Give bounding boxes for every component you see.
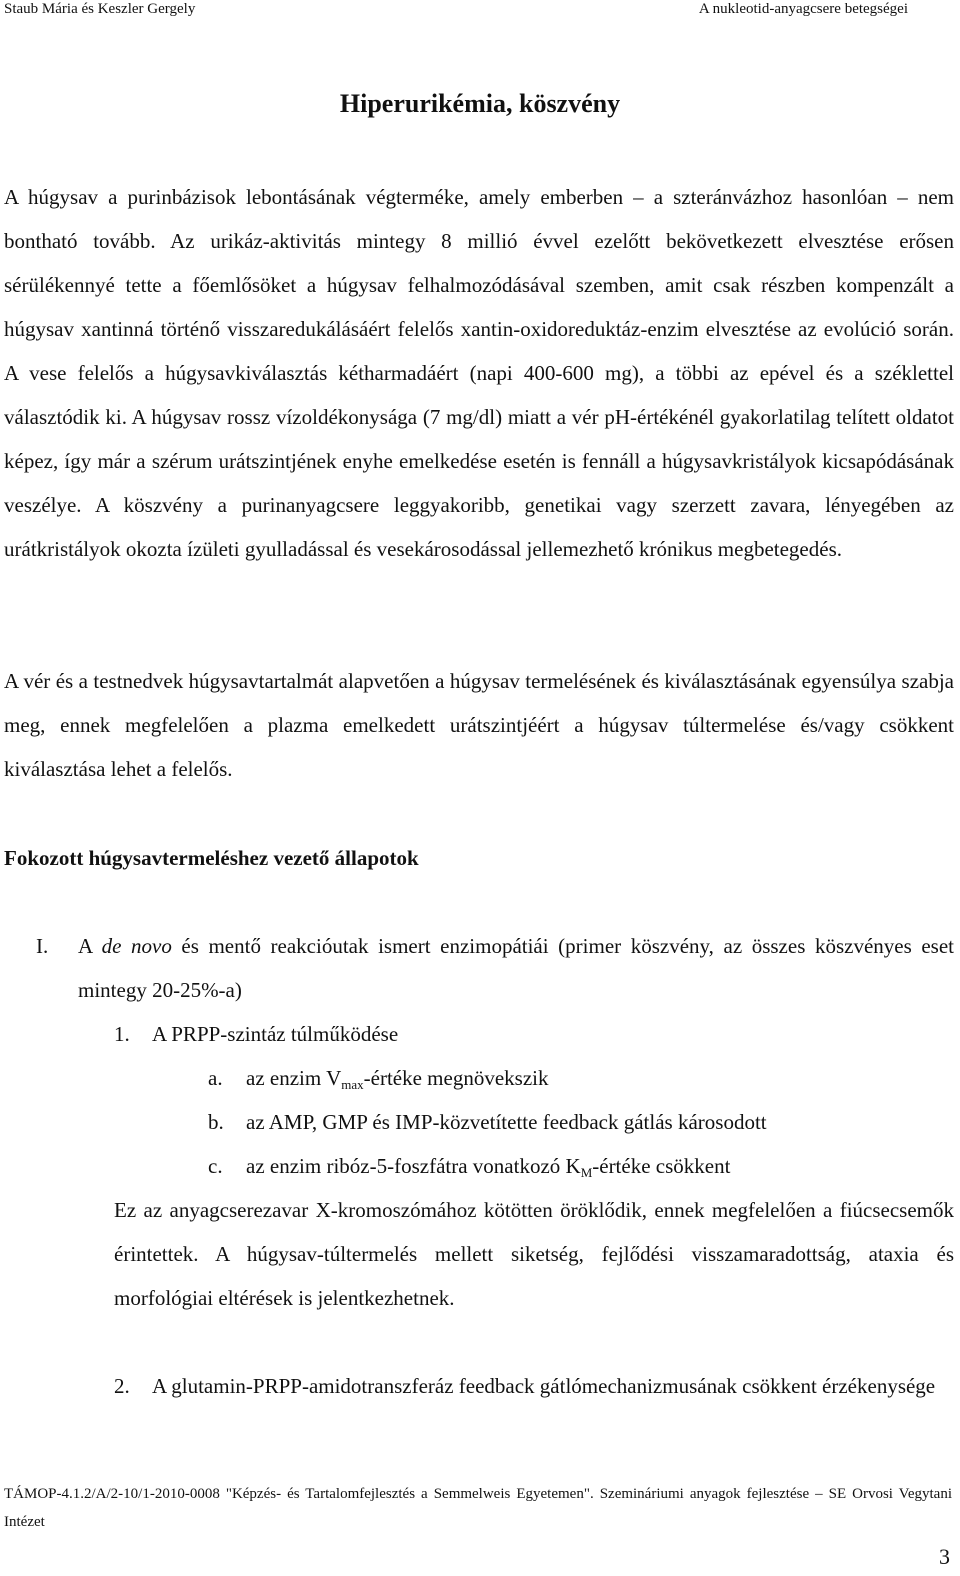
section-heading: Fokozott húgysavtermeléshez vezető állapotok	[4, 846, 419, 870]
header-chapter: A nukleotid-anyagcsere betegségei	[698, 1, 908, 17]
sub-item-c-letter: c.	[208, 1154, 223, 1178]
sub-item-a-letter: a.	[208, 1066, 223, 1090]
list-item-1-text: A PRPP-szintáz túlműködése	[152, 1022, 399, 1046]
footer: TÁMOP-4.1.2/A/2-10/1-2010-0008 "Képzés- és Tartalomfejlesztés a Semmelweis Egyetemen". Szemináriumi anyagok fejlesztése – SE Orvosi Vegytani Intézet	[4, 1486, 952, 1530]
page-title: Hiperurikémia, köszvény	[339, 89, 621, 118]
running-header	[0, 0, 960, 20]
sub-item-c-text: az enzim ribóz-5-foszfátra vonatkozó $K_M$-értéke csökkent	[246, 1154, 731, 1180]
sub-item-b-text: az AMP, GMP és IMP-közvetítette feedback gátlás károsodott	[246, 1110, 767, 1134]
list-item-1-number: 1.	[114, 1022, 130, 1046]
list-item-2-text: A glutamin-PRPP-amidotranszferáz feedback gátlómechanizmusának csökkent érzékenysége	[152, 1374, 936, 1398]
page-number: 3	[939, 1544, 950, 1569]
inheritance-note: Ez az anyagcserezavar X-kromoszómához kötötten öröklődik, ennek megfelelően a fiúcsecsemők érintettek. A húgysav-túltermelés mellett siketség, fejlődési visszamaradottság, ataxia és morfológiai eltérések is jelentkezhetnek.	[114, 1198, 954, 1310]
list-item-I-numeral: I.	[36, 934, 49, 958]
header-authors: Staub Mária és Keszler Gergely	[4, 1, 196, 17]
paragraph-1: A húgysav a purinbázisok lebontásának végterméke, amely emberben – a szteránvázhoz hasonlóan – nem bontható tovább. Az urikáz-aktivitás mintegy 8 millió évvel ezelőtt bekövetkezett elvesztése erősen sérülékennyé tette a főemlősöket a húgysav felhalmozódásával szemben, amit csak részben kompenzált a húgysav xantinná történő visszaredukálásáért felelős xantin-oxidoreduktáz-enzim elvesztése az evolúció során. A vese felelős a húgysavkiválasztás kétharmadáért (napi 400-600 mg), a többi az epével és a széklettel választódik ki. A húgysav rossz vízoldékonysága (7 mg/dl) miatt a vér pH-értékénél gyakorlatilag telített oldatot képez, így már a szérum urátszintjének enyhe emelkedése esetén is fennáll a húgysavkristályok kicsapódásának veszélye. A köszvény a purinanyagcsere leggyakoribb, genetikai vagy szerzett zavara, lényegében az urátkristályok okozta ízületi gyulladással és vesekárosodással jellemezhető krónikus megbetegedés.	[4, 185, 954, 561]
paragraph-2: A vér és a testnedvek húgysavtartalmát alapvetően a húgysav termelésének és kiválasztásának egyensúlya szabja meg, ennek megfelelően a plazma emelkedett urátszintjéért a húgysav túltermelése és/vagy csökkent kiválasztása lehet a felelős.	[4, 669, 954, 781]
sub-item-a-text: az enzim $V_{max}$-értéke megnövekszik	[246, 1066, 549, 1092]
list-item-I-text: A de novo és mentő reakcióutak ismert enzimopátiái (primer köszvény, az összes köszvényes eset mintegy 20-25%-a)	[78, 934, 954, 1002]
list-item-2-number: 2.	[114, 1374, 130, 1398]
italic-term: de novo	[101, 934, 172, 958]
sub-item-b-letter: b.	[208, 1110, 224, 1134]
